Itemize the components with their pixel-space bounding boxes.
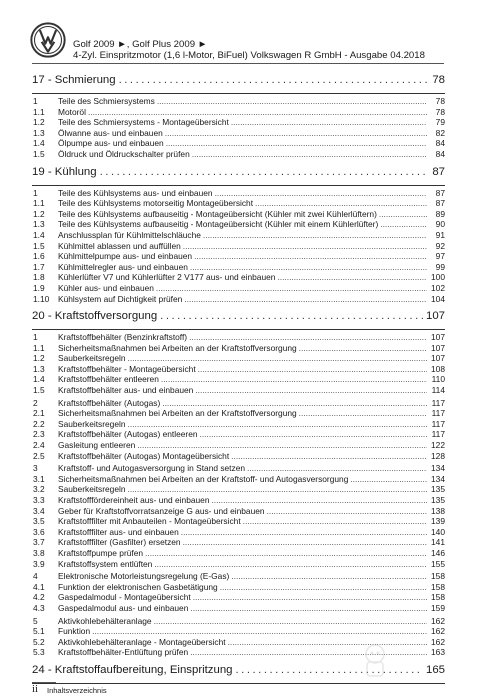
entry-number: 2 — [33, 397, 38, 408]
dot-leader — [128, 484, 427, 495]
toc-entry[interactable] — [32, 149, 445, 160]
entry-page-number: 92 — [435, 240, 445, 251]
toc-entry[interactable] — [32, 343, 445, 354]
toc-entry[interactable] — [32, 484, 445, 495]
entry-title: Ölwanne aus- und einbauen — [58, 127, 163, 138]
toc-entry[interactable] — [32, 353, 445, 364]
toc-entry[interactable] — [32, 364, 445, 375]
dot-leader — [156, 283, 427, 294]
chapter-page-number: 165 — [425, 663, 445, 676]
dot-leader — [193, 592, 427, 603]
chapter-title: 19 - Kühlung — [32, 165, 97, 178]
entry-number: 1 — [33, 332, 38, 343]
entry-number: 1.3 — [33, 127, 45, 138]
toc-entry[interactable] — [32, 626, 445, 637]
dot-leader — [145, 548, 427, 559]
dot-leader — [198, 364, 427, 375]
footer-label: Inhaltsverzeichnis — [47, 686, 107, 695]
entry-page-number: 146 — [431, 547, 445, 558]
toc-entry[interactable] — [32, 272, 445, 283]
entry-page-number: 139 — [431, 516, 445, 527]
dot-leader — [190, 603, 427, 614]
toc-entry[interactable] — [32, 408, 445, 419]
dot-leader — [379, 209, 427, 220]
chapter-title: 24 - Kraftstoffaufbereitung, Einspritzung — [32, 663, 233, 676]
dot-leader — [231, 117, 427, 128]
entry-number: 2.3 — [33, 429, 45, 440]
entry-page-number: 78 — [435, 106, 445, 117]
dot-leader — [166, 138, 427, 149]
toc-entry[interactable] — [32, 559, 445, 570]
entry-number: 1.2 — [33, 353, 45, 364]
entry-page-number: 107 — [431, 353, 445, 364]
header-engine-line: 4-Zyl. Einspritzmotor (1,6 l-Motor, BiFuel) Volkswagen R GmbH - Ausgabe 04.2018 — [73, 50, 425, 61]
entry-page-number: 97 — [435, 251, 445, 262]
entry-page-number: 158 — [431, 592, 445, 603]
toc-entry[interactable] — [32, 138, 445, 149]
entry-page-number: 108 — [431, 363, 445, 374]
chapter-page-number: 78 — [432, 74, 445, 86]
toc-entry[interactable] — [32, 603, 445, 614]
entry-page-number: 107 — [431, 342, 445, 353]
dot-leader — [162, 398, 427, 409]
page-header — [0, 0, 495, 66]
dot-leader — [92, 626, 427, 637]
entry-page-number: 122 — [431, 440, 445, 451]
toc-section[interactable] — [32, 96, 445, 107]
entry-page-number: 138 — [431, 505, 445, 516]
entry-title: Gaspedalmodul - Montageübersicht — [58, 592, 191, 603]
entry-title: Sicherheitsmaßnahmen bei Arbeiten an der Kraftstoffversorgung — [58, 408, 297, 419]
entry-title: Sauberkeitsregeln — [58, 353, 126, 364]
entry-page-number: 99 — [435, 261, 445, 272]
toc-chapter[interactable] — [32, 310, 445, 330]
entry-title: Kraftstoffbehälter aus- und einbauen — [58, 385, 194, 396]
dot-leader — [247, 463, 427, 474]
entry-number: 5.1 — [33, 626, 45, 637]
dot-leader — [137, 440, 427, 451]
entry-page-number: 104 — [431, 293, 445, 304]
entry-number: 3.4 — [33, 505, 45, 516]
dot-leader — [157, 96, 427, 107]
dot-leader — [189, 332, 427, 343]
header-model-line: Golf 2009 ►, Golf Plus 2009 ► — [73, 39, 208, 50]
toc-chapter[interactable] — [32, 166, 445, 186]
entry-number: 1.4 — [33, 138, 45, 149]
toc-entry[interactable] — [32, 198, 445, 209]
toc-entry[interactable] — [32, 495, 445, 506]
entry-number: 3.1 — [33, 473, 45, 484]
entry-page-number: 87 — [435, 198, 445, 209]
dot-leader — [277, 272, 427, 283]
entry-page-number: 78 — [435, 96, 445, 106]
entry-page-number: 90 — [435, 219, 445, 230]
entry-number: 4.3 — [33, 602, 45, 613]
entry-title: Ölpumpe aus- und einbauen — [58, 138, 164, 149]
entry-title: Kraftstofffilter aus- und einbauen — [58, 526, 179, 537]
entry-number: 3.9 — [33, 558, 45, 569]
entry-number: 1.1 — [33, 198, 45, 209]
dot-leader — [160, 310, 423, 322]
entry-number: 1.6 — [33, 251, 45, 262]
toc-entry[interactable] — [32, 440, 445, 451]
entry-page-number: 91 — [435, 229, 445, 240]
entry-number: 3.7 — [33, 537, 45, 548]
entry-page-number: 89 — [435, 208, 445, 219]
toc-entry[interactable] — [32, 537, 445, 548]
dot-leader — [119, 74, 430, 86]
entry-page-number: 134 — [431, 463, 445, 474]
entry-number: 3.3 — [33, 495, 45, 505]
chapter-title: 17 - Schmierung — [32, 74, 116, 86]
vw-logo-icon — [30, 22, 66, 58]
entry-number: 5 — [33, 615, 38, 626]
chapter-title: 20 - Kraftstoffversorgung — [32, 310, 158, 323]
entry-number: 1 — [33, 187, 38, 198]
entry-title: Kühlerlüfter V7 und Kühlerlüfter 2 V177 aus- und einbauen — [58, 272, 276, 283]
entry-title: Sauberkeitsregeln — [58, 418, 126, 429]
entry-title: Gasleitung entleeren — [58, 440, 136, 451]
entry-title: Kraftstoff- und Autogasversorgung in Stand setzen — [58, 463, 246, 474]
entry-title: Kraftstoffbehälter (Autogas) Montageübersicht — [58, 450, 230, 461]
toc-entry[interactable] — [32, 209, 445, 220]
entry-page-number: 162 — [431, 615, 445, 626]
dot-leader — [299, 408, 427, 419]
entry-title: Kraftstoffsystem entlüften — [58, 558, 153, 569]
entry-title: Sicherheitsmaßnahmen bei Arbeiten an der Kraftstoff- und Autogasversorgung — [58, 473, 349, 484]
entry-title: Teile des Schmiersystems - Montageübersicht — [58, 117, 229, 128]
entry-title: Teile des Kühlsystems aufbauseitig - Montageübersicht (Kühler mit zwei Kühlerlüftern) — [58, 208, 377, 219]
toc-entry[interactable] — [32, 219, 445, 230]
entry-number: 1.5 — [33, 148, 45, 159]
dot-leader — [128, 353, 427, 364]
entry-number: 1.2 — [33, 117, 45, 128]
entry-page-number: 141 — [431, 537, 445, 548]
dot-leader — [299, 343, 427, 354]
entry-number: 1.8 — [33, 272, 45, 283]
entry-title: Aktivkohlebehälteranlage — [58, 615, 152, 626]
header-divider — [32, 63, 444, 64]
toc-section[interactable] — [32, 398, 445, 409]
chapter-page-number: 87 — [432, 165, 445, 178]
entry-title: Kraftstofffördereinheit aus- und einbauen — [58, 495, 210, 505]
entry-page-number: 158 — [431, 571, 445, 582]
toc-section[interactable] — [32, 332, 445, 343]
entry-title: Funktion — [58, 626, 91, 637]
entry-number: 1.5 — [33, 240, 45, 251]
entry-title: Gaspedalmodul aus- und einbauen — [58, 602, 189, 613]
entry-title: Teile des Schmiersystems — [58, 96, 155, 106]
toc-entry[interactable] — [32, 374, 445, 385]
dot-leader — [128, 419, 427, 430]
entry-number: 1.3 — [33, 363, 45, 374]
dot-leader — [380, 219, 427, 230]
dot-leader — [183, 537, 427, 548]
dot-leader — [231, 451, 427, 462]
toc-entry[interactable] — [32, 429, 445, 440]
entry-title: Aktivkohlebehälteranlage - Montageübersicht — [58, 636, 226, 647]
entry-title: Kraftstofffilter mit Anbauteilen - Montageübersicht — [58, 516, 241, 527]
entry-title: Geber für Kraftstoffvorratsanzeige G aus- und einbauen — [58, 505, 265, 516]
entry-number: 1.4 — [33, 229, 45, 240]
entry-page-number: 82 — [435, 127, 445, 138]
toc-entry[interactable] — [32, 592, 445, 603]
chapter-page-number: 107 — [425, 310, 445, 323]
entry-number: 5.3 — [33, 647, 45, 658]
entry-title: Elektronische Motorleistungsregelung (E-Gas) — [58, 571, 230, 582]
entry-page-number: 110 — [431, 374, 445, 385]
entry-title: Kühlmittel ablassen und auffüllen — [58, 240, 181, 251]
entry-title: Kühlmittelpumpe aus- und einbauen — [58, 251, 193, 262]
entry-page-number: 134 — [431, 473, 445, 484]
entry-title: Kraftstoffbehälter (Autogas) entleeren — [58, 429, 198, 440]
toc-section[interactable] — [32, 616, 445, 627]
dot-leader — [215, 188, 427, 199]
entry-number: 1.7 — [33, 261, 45, 272]
entry-page-number: 102 — [431, 282, 445, 293]
entry-title: Kühlmittelregler aus- und einbauen — [58, 261, 188, 272]
entry-title: Kraftstoffbehälter-Entlüftung prüfen — [58, 647, 189, 658]
entry-number: 4 — [33, 571, 38, 582]
entry-page-number: 159 — [431, 602, 445, 613]
entry-number: 3.6 — [33, 526, 45, 537]
entry-page-number: 163 — [431, 647, 445, 658]
toc-entry[interactable] — [32, 241, 445, 252]
entry-title: Funktion der elektronischen Gasbetätigung — [58, 581, 218, 592]
toc-entry[interactable] — [32, 582, 445, 593]
dot-leader — [165, 128, 427, 139]
entry-number: 3.8 — [33, 547, 45, 558]
toc-entry[interactable] — [32, 385, 445, 396]
toc-entry[interactable] — [32, 548, 445, 559]
dot-leader — [194, 251, 427, 262]
toc-entry[interactable] — [32, 451, 445, 462]
entry-page-number: 79 — [435, 117, 445, 128]
entry-number: 2.2 — [33, 418, 45, 429]
dot-leader — [255, 198, 427, 209]
dot-leader — [192, 149, 427, 160]
toc-entry[interactable] — [32, 128, 445, 139]
entry-title: Kraftstoffbehälter (Autogas) — [58, 397, 161, 408]
entry-page-number: 87 — [435, 187, 445, 198]
entry-page-number: 117 — [431, 408, 445, 419]
dot-leader — [203, 230, 427, 241]
entry-page-number: 84 — [435, 138, 445, 149]
entry-number: 1.10 — [33, 293, 50, 304]
dot-leader — [154, 616, 427, 627]
entry-title: Sicherheitsmaßnahmen bei Arbeiten an der Kraftstoffversorgung — [58, 342, 297, 353]
entry-title: Öldruck und Öldruckschalter prüfen — [58, 148, 190, 159]
toc-entry[interactable] — [32, 527, 445, 538]
entry-number: 3 — [33, 463, 38, 474]
entry-title: Kühler aus- und einbauen — [58, 282, 154, 293]
dot-leader — [184, 294, 427, 305]
dot-leader — [183, 241, 427, 252]
toc-entry[interactable] — [32, 474, 445, 485]
entry-title: Kühlsystem auf Dichtigkeit prüfen — [58, 293, 183, 304]
toc-entry[interactable] — [32, 107, 445, 118]
entry-number: 3.2 — [33, 484, 45, 495]
entry-number: 5.2 — [33, 636, 45, 647]
entry-title: Teile des Kühlsystems motorseitig Montageübersicht — [58, 198, 254, 209]
entry-number: 2.4 — [33, 440, 45, 451]
dot-leader — [231, 571, 427, 582]
entry-page-number: 114 — [431, 385, 445, 396]
entry-page-number: 162 — [431, 636, 445, 647]
entry-title: Kraftstoffbehälter (Benzinkraftstoff) — [58, 332, 188, 343]
dot-leader — [211, 495, 427, 506]
entry-page-number: 117 — [431, 397, 445, 408]
entry-page-number: 140 — [431, 526, 445, 537]
toc-section[interactable] — [32, 571, 445, 582]
dot-leader — [88, 107, 427, 118]
entry-page-number: 107 — [431, 332, 445, 343]
dot-leader — [100, 166, 430, 178]
toc-entry[interactable] — [32, 262, 445, 273]
entry-number: 2.5 — [33, 450, 45, 461]
entry-number: 1.9 — [33, 282, 45, 293]
entry-number: 1.3 — [33, 219, 45, 230]
toc-chapter[interactable] — [32, 74, 445, 94]
entry-title: Motoröl — [58, 106, 86, 117]
entry-number: 1.1 — [33, 106, 45, 117]
entry-number: 1.1 — [33, 342, 45, 353]
dot-leader — [161, 374, 427, 385]
entry-title: Kraftstoffbehälter - Montageübersicht — [58, 363, 196, 374]
entry-number: 3.5 — [33, 516, 45, 527]
entry-page-number: 135 — [431, 495, 445, 505]
toc-entry[interactable] — [32, 283, 445, 294]
entry-page-number: 100 — [431, 272, 445, 283]
entry-page-number: 117 — [431, 418, 445, 429]
entry-page-number: 128 — [431, 450, 445, 461]
footer-page-number: ii — [32, 683, 39, 695]
entry-page-number: 158 — [431, 581, 445, 592]
toc-entry[interactable] — [32, 506, 445, 517]
toc-entry[interactable] — [32, 516, 445, 527]
entry-title: Kraftstoffpumpe prüfen — [58, 547, 144, 558]
entry-number: 1.5 — [33, 385, 45, 396]
entry-page-number: 162 — [431, 626, 445, 637]
watermark-mascot-icon — [345, 640, 405, 680]
toc-entry[interactable] — [32, 117, 445, 128]
toc-entry[interactable] — [32, 251, 445, 262]
toc-section[interactable] — [32, 463, 445, 474]
entry-title: Teile des Kühlsystems aus- und einbauen — [58, 187, 213, 198]
dot-leader — [220, 582, 427, 593]
table-of-contents — [32, 74, 445, 686]
entry-page-number: 117 — [431, 429, 445, 440]
entry-number: 4.1 — [33, 581, 45, 592]
dot-leader — [154, 559, 427, 570]
dot-leader — [267, 506, 427, 517]
entry-number: 1 — [33, 96, 38, 106]
entry-page-number: 135 — [431, 484, 445, 495]
entry-number: 2.1 — [33, 408, 45, 419]
toc-entry[interactable] — [32, 230, 445, 241]
dot-leader — [181, 527, 427, 538]
entry-title: Anschlussplan für Kühlmittelschläuche — [58, 229, 201, 240]
dot-leader — [195, 385, 427, 396]
entry-number: 4.2 — [33, 592, 45, 603]
dot-leader — [350, 474, 427, 485]
dot-leader — [243, 516, 427, 527]
entry-title: Teile des Kühlsystems aufbauseitig - Montageübersicht (Kühler mit einem Kühlerlüfter) — [58, 219, 379, 230]
toc-section[interactable] — [32, 188, 445, 199]
entry-number: 1.4 — [33, 374, 45, 385]
entry-number: 1.2 — [33, 208, 45, 219]
entry-title: Kraftstofffilter (Gasfilter) ersetzen — [58, 537, 181, 548]
entry-page-number: 84 — [435, 148, 445, 159]
entry-title: Sauberkeitsregeln — [58, 484, 126, 495]
entry-title: Kraftstoffbehälter entleeren — [58, 374, 159, 385]
toc-entry[interactable] — [32, 419, 445, 430]
entry-page-number: 155 — [431, 558, 445, 569]
dot-leader — [200, 429, 427, 440]
dot-leader — [190, 262, 427, 273]
toc-entry[interactable] — [32, 294, 445, 305]
